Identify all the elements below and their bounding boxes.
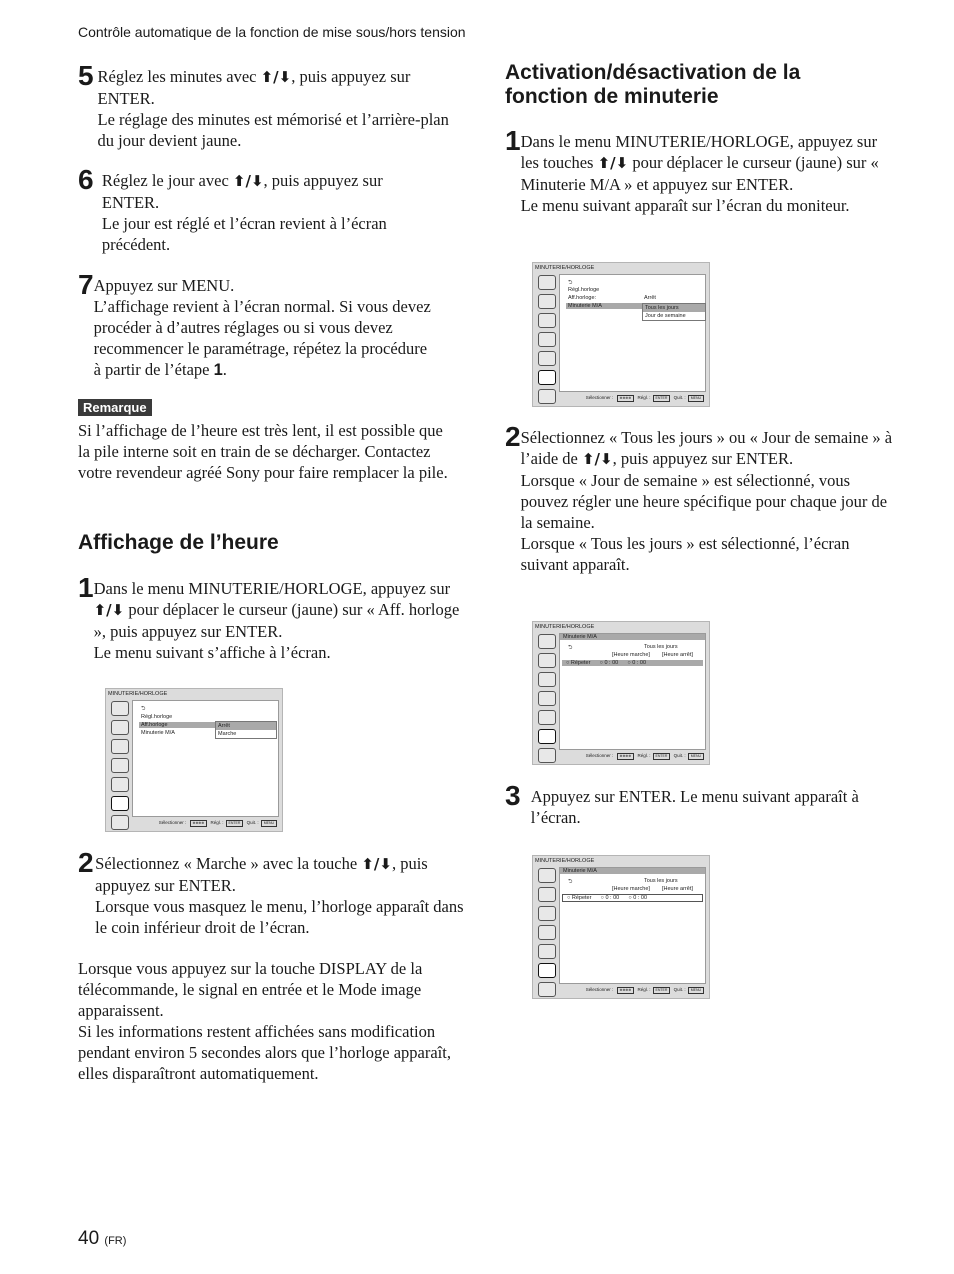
mode-value: Tous les jours [644, 644, 678, 650]
back-icon: ⮌ [568, 879, 573, 885]
screen-icon [538, 672, 556, 687]
step-result: Le jour est réglé et l’écran revient à l’écran précédent. [101, 214, 387, 254]
audio-icon [538, 294, 556, 309]
timer-step-3 [505, 780, 895, 828]
running-header: Contrôle automatique de la fonction de mise sous/hors tension [78, 24, 466, 40]
info-paragraph [78, 958, 468, 1084]
column-label: [Heure arrêt] [662, 886, 693, 892]
input-icon [111, 777, 129, 792]
column-label: [Heure marche] [612, 652, 650, 658]
step-result: Le réglage des minutes est mémorisé et l’arrière-plan du jour devient jaune. [97, 110, 449, 150]
menu-item: Minuterie M/A [141, 730, 175, 736]
mode-value: Tous les jours [644, 878, 678, 884]
status-bar: Sélectionner : ⊕⊕⊕⊕ Régl. : ENTER Quit. : MENU [559, 395, 706, 404]
status-bar: Sélectionner : ⊕⊕⊕⊕ Régl. : ENTER Quit. : MENU [132, 820, 279, 829]
setup-icon [538, 691, 556, 706]
language-code: (FR) [104, 1235, 127, 1247]
menu-screen-aff-horloge [105, 688, 283, 832]
picture-icon [538, 634, 556, 649]
panel-header: Minuterie M/A [560, 868, 705, 874]
picture-icon [538, 275, 556, 290]
step-result: Le menu suivant s’affiche à l’écran. [93, 643, 331, 662]
clock-icon [111, 796, 129, 811]
menu-icon-column [535, 634, 557, 767]
status-bar: Sélectionner : ⊕⊕⊕⊕ Régl. : ENTER Quit. : MENU [559, 987, 706, 996]
clock-icon [538, 370, 556, 385]
note-text: Si l’affichage de l’heure est très lent, il est possible que la pile interne soit en train de se décharger. Contactez votre revendeur agréé Sony pour faire remplacer la pile. [78, 421, 448, 482]
step-number: 2 [505, 421, 521, 452]
screen-icon [538, 906, 556, 921]
picture-icon [538, 868, 556, 883]
timer-step-1 [505, 125, 895, 216]
section-heading: Activation/désactivation de la fonction de minuterie [505, 61, 801, 108]
menu-item-selected: Aff.horloge [139, 722, 217, 728]
step-result: L’affichage revient à l’écran normal. Si vous devez procéder à d’autres réglages ou si vous devez recommencer le paramétrage, répétez la procédure à partir de l’étape [93, 297, 431, 379]
step-number: 1 [78, 572, 94, 603]
screen-title: MINUTERIE/HORLOGE [535, 624, 595, 630]
setup-icon [111, 758, 129, 773]
step-result: Lorsque vous masquez le menu, l’horloge apparaît dans le coin inférieur droit de l’écran. [95, 897, 464, 937]
step-text: , puis appuyez sur ENTER. [95, 854, 428, 895]
step-result: Le menu suivant apparaît sur l’écran du moniteur. [520, 196, 850, 215]
up-down-arrows-icon: ⬆/⬇ [260, 68, 292, 86]
page-footer [78, 1228, 126, 1250]
step-text: Réglez le jour avec [101, 171, 233, 190]
step-result: Lorsque « Jour de semaine » est sélectionné, vous pouvez régler une heure spécifique pour chaque jour de la semaine. [520, 471, 888, 532]
repeat-row: ○ Répeter ○ 0 : 00 ○ 0 : 00 [562, 660, 703, 666]
step-text: Appuyez sur MENU. [93, 276, 235, 295]
back-icon: ⮌ [141, 706, 146, 712]
step-text: pour déplacer le curseur (jaune) sur « Aff. horloge », puis appuyez sur ENTER. [93, 600, 460, 641]
menu-screen-minuterie-select [532, 262, 710, 407]
column-label: [Heure arrêt] [662, 652, 693, 658]
step-7 [78, 269, 438, 381]
step-text: , puis appuyez sur ENTER. [101, 171, 383, 212]
screen-title: MINUTERIE/HORLOGE [535, 858, 595, 864]
step-text: Sélectionnez « Marche » avec la touche [95, 854, 362, 873]
step-text: pour déplacer le curseur (jaune) sur « Minuterie M/A » et appuyez sur ENTER. [520, 153, 879, 194]
menu-screen-minuterie-tous [532, 621, 710, 765]
note-badge: Remarque [78, 399, 152, 416]
menu-item: Aff.horloge: [568, 295, 597, 301]
menu-item: Régl.horloge [568, 287, 600, 293]
back-icon: ⮌ [568, 645, 573, 651]
step-5 [78, 60, 458, 151]
option-selected: Tous les jours [643, 304, 705, 312]
up-down-arrows-icon: ⬆/⬇ [232, 172, 264, 190]
up-down-arrows-icon: ⬆/⬇ [581, 450, 613, 468]
up-down-arrows-icon: ⬆/⬇ [93, 601, 125, 619]
menu-panel [559, 867, 706, 984]
step-result: Lorsque « Tous les jours » est sélectionné, l’écran suivant apparaît. [520, 534, 850, 574]
clock-icon [538, 963, 556, 978]
punct: . [222, 360, 227, 379]
screen-icon [111, 739, 129, 754]
option: Jour de semaine [645, 313, 686, 319]
menu-panel [559, 633, 706, 750]
submenu [215, 721, 277, 739]
up-down-arrows-icon: ⬆/⬇ [597, 154, 629, 172]
audio-icon [538, 653, 556, 668]
audio-icon [538, 887, 556, 902]
section-heading: Affichage de l’heure [78, 531, 279, 554]
step-ref: 1 [213, 361, 223, 379]
options-icon [538, 982, 556, 997]
setup-icon [538, 925, 556, 940]
status-bar: Sélectionner : ⊕⊕⊕⊕ Régl. : ENTER Quit. : MENU [559, 753, 706, 762]
menu-panel [559, 274, 706, 392]
step-text: Dans le menu MINUTERIE/HORLOGE, appuyez sur les touches [520, 132, 878, 172]
screen-title: MINUTERIE/HORLOGE [535, 265, 595, 271]
clock-step-1 [78, 572, 463, 663]
panel-header: Minuterie M/A [560, 634, 705, 640]
menu-item-selected: Minuterie M/A [566, 303, 644, 309]
input-icon [538, 944, 556, 959]
menu-item: Régl.horloge [141, 714, 173, 720]
step-text: Appuyez sur ENTER. Le menu suivant apparaît à l’écran. [530, 787, 859, 827]
options-icon [538, 748, 556, 763]
input-icon [538, 710, 556, 725]
paragraph: Si les informations restent affichées sans modification pendant environ 5 secondes alors que l’horloge apparaît, elles disparaîtront automatiquement. [78, 1022, 451, 1083]
step-text: Réglez les minutes avec [97, 67, 261, 86]
step-number: 1 [505, 125, 521, 156]
audio-icon [111, 720, 129, 735]
menu-value: Arrêt [644, 295, 656, 301]
step-text: Dans le menu MINUTERIE/HORLOGE, appuyez sur [93, 579, 451, 598]
step-6 [78, 164, 418, 255]
step-text: Sélectionnez « Tous les jours » ou « Jour de semaine » à l’aide de [520, 428, 893, 468]
clock-icon [538, 729, 556, 744]
menu-screen-minuterie-edit [532, 855, 710, 999]
submenu [642, 303, 706, 321]
step-number: 7 [78, 269, 94, 300]
paragraph: Lorsque vous appuyez sur la touche DISPLAY de la télécommande, le signal en entrée et le Mode image apparaissent. [78, 959, 423, 1020]
step-text: , puis appuyez sur ENTER. [612, 449, 794, 468]
clock-step-2 [78, 847, 468, 938]
repeat-row-editing: ○ Répeter ○ 0 : 00 ○ 0 : 00 [562, 894, 703, 902]
screen-title: MINUTERIE/HORLOGE [108, 691, 168, 697]
back-icon: ⮌ [568, 280, 573, 286]
menu-icon-column [535, 868, 557, 1001]
menu-panel [132, 700, 279, 817]
menu-icon-column [535, 275, 557, 408]
step-number: 2 [78, 847, 94, 878]
step-number: 5 [78, 60, 94, 91]
step-number: 6 [78, 164, 94, 195]
screen-icon [538, 313, 556, 328]
picture-icon [111, 701, 129, 716]
step-number: 3 [505, 780, 521, 811]
column-label: [Heure marche] [612, 886, 650, 892]
options-icon [111, 815, 129, 830]
timer-step-2 [505, 421, 895, 575]
up-down-arrows-icon: ⬆/⬇ [361, 855, 392, 873]
menu-icon-column [108, 701, 130, 834]
setup-icon [538, 332, 556, 347]
option-selected: Arrêt [216, 722, 276, 730]
input-icon [538, 351, 556, 366]
page-number: 40 [78, 1228, 100, 1249]
options-icon [538, 389, 556, 404]
step-text: , puis appuyez sur ENTER. [97, 67, 411, 108]
option: Marche [218, 731, 237, 737]
